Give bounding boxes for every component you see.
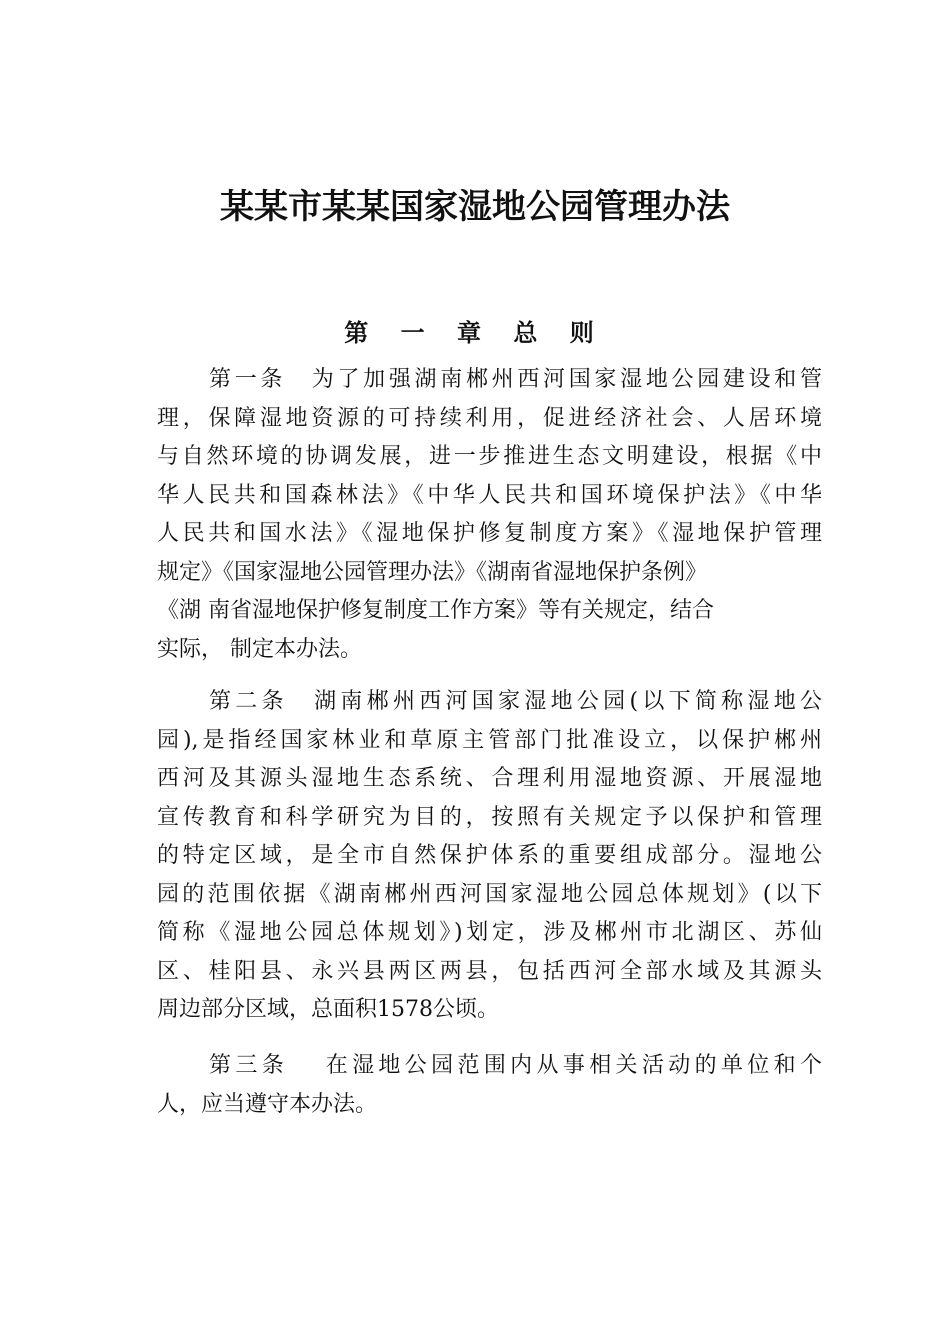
article-line: 人民共和国水法》《湿地保护修复制度方案》《湿地保护管理 bbox=[157, 521, 822, 546]
article-line: 《湖 南省湿地保护修复制度工作方案》等有关规定，结合 bbox=[157, 598, 714, 623]
article-1 bbox=[157, 361, 822, 669]
article-line: 实际， 制定本办法。 bbox=[157, 636, 362, 662]
article-line: 华人民共和国森林法》《中华人民共和国环境保护法》《中华 bbox=[157, 482, 822, 508]
article-line: 西河及其源头湿地生态系统、合理利用湿地资源、开展湿地 bbox=[157, 766, 822, 791]
article-line: 第二条 湖南郴州西河国家湿地公园(以下简称湿地公 bbox=[209, 689, 822, 714]
article-line: 区、桂阳县、永兴县两区两县，包括西河全部水域及其源头 bbox=[157, 958, 822, 984]
article-3 bbox=[157, 1047, 822, 1124]
article-line: 园的范围依据《湖南郴州西河国家湿地公园总体规划》(以下 bbox=[157, 881, 822, 907]
article-line: 简称《湿地公园总体规划》)划定，涉及郴州市北湖区、苏仙 bbox=[157, 920, 822, 945]
article-line: 园),是指经国家林业和草原主管部门批准设立，以保护郴州 bbox=[157, 727, 822, 753]
article-line: 规定》《国家湿地公园管理办法》《湖南省湿地保护条例》 bbox=[157, 559, 708, 585]
article-line: 与自然环境的协调发展，进一步推进生态文明建设，根据《中 bbox=[157, 444, 822, 469]
article-line: 第一条 为了加强湖南郴州西河国家湿地公园建设和管 bbox=[209, 367, 822, 392]
article-line: 人，应当遵守本办法。 bbox=[157, 1091, 378, 1117]
article-line: 周边部分区域，总面积1578公顷。 bbox=[157, 997, 499, 1022]
chapter-heading: 第 一 章 总 则 bbox=[344, 319, 606, 347]
article-line: 宣传教育和科学研究为目的，按照有关规定予以保护和管理 bbox=[157, 804, 822, 830]
article-2 bbox=[157, 683, 822, 1030]
article-line: 的特定区域，是全市自然保护体系的重要组成部分。湿地公 bbox=[157, 843, 822, 868]
article-line: 第三条 在湿地公园范围内从事相关活动的单位和个 bbox=[209, 1053, 822, 1078]
article-line: 理，保障湿地资源的可持续利用，促进经济社会、人居环境 bbox=[157, 405, 822, 431]
document-title: 某某市某某国家湿地公园管理办法 bbox=[220, 187, 730, 227]
